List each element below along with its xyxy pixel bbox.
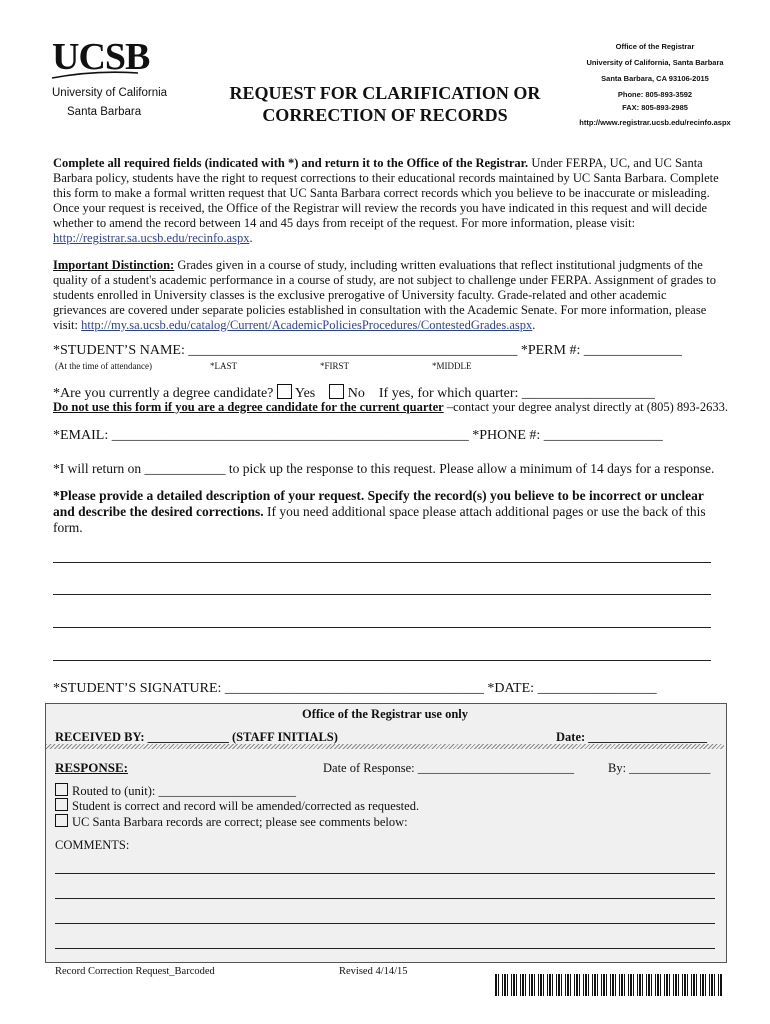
date-of-response-field[interactable]: Date of Response: _________________________ [323, 761, 575, 775]
signature-row [53, 681, 657, 697]
student-name-label: *STUDENT’S NAME: [53, 343, 189, 358]
attendance-note: (At the time of attendance) [55, 361, 152, 371]
signature-label: *STUDENT’S SIGNATURE: [53, 681, 225, 696]
office-university: University of California, Santa Barbara [586, 58, 724, 67]
footer-revised: Revised 4/14/15 [339, 966, 408, 977]
comments-line-4[interactable] [55, 948, 715, 949]
yes-label: Yes [294, 386, 316, 401]
intro-text: Under FERPA, UC, and UC Santa Barbara policy, students have the right to request corrections to their educational records maintained by UC Santa Barbara. Complete this form to make a formal written request that UC Santa Barbara correct records which you believe to be inaccurate or misleading. Once your request is received, the Office of the Registrar will review the records you have indicated in this request and will decide whether to amend the record between 14 and 45 days from receipt of the request. For more information, please visit: [53, 156, 719, 230]
office-address: Santa Barbara, CA 93106-2015 [601, 74, 709, 83]
no-label: No [347, 386, 365, 401]
description-line-3[interactable] [53, 627, 711, 628]
comments-line-3[interactable] [55, 923, 715, 924]
description-line-2[interactable] [53, 594, 711, 595]
office-use-title: Office of the Registrar use only [301, 707, 469, 721]
yes-checkbox[interactable] [277, 384, 292, 399]
student-correct-option [55, 798, 419, 814]
description-bold: *Please provide a detailed description of your request. Specify the record(s) you believe to be incorrect or unclear and describe the desired corrections. [53, 488, 704, 519]
signature-field[interactable]: _____________________________________ [224, 681, 484, 696]
office-url[interactable]: http://www.registrar.ucsb.edu/recinfo.aspx [579, 118, 731, 127]
routed-option [55, 783, 296, 799]
email-label: *EMAIL: [53, 428, 112, 443]
date-field[interactable]: _________________ [537, 681, 657, 696]
description-line-4[interactable] [53, 660, 711, 661]
ucsb-logo: UCSB [52, 36, 150, 78]
phone-field[interactable]: _________________ [543, 428, 663, 443]
email-row [53, 428, 663, 444]
description-rest: If you need additional space please attach additional pages or use the back of this form. [53, 504, 706, 535]
office-fax: FAX: 805-893-2985 [622, 103, 688, 112]
student-name-row [53, 343, 682, 359]
records-correct-label: UC Santa Barbara records are correct; please see comments below: [72, 815, 408, 829]
perm-label: *PERM #: [517, 343, 584, 358]
distinction-text: Grades given in a course of study, including written evaluations that reflect institutional judgments of the quality of a student's academic performance in a course of study, are not subject to challenge under FERPA. Assignment of grades to students enrolled in University classes is the exclusive prerogative of University faculty. Grade-related and other academic grievances are covered under separate policies established in consultation with the Academic Senate. For more information, please visit: [53, 258, 716, 332]
records-correct-option [55, 814, 408, 830]
office-divider [46, 744, 724, 749]
perm-field[interactable]: ______________ [583, 343, 682, 358]
student-correct-label: Student is correct and record will be amended/corrected as requested. [72, 799, 420, 813]
quarter-field[interactable]: If yes, for which quarter: ___________________ [378, 386, 655, 401]
description-instructions [53, 488, 721, 536]
phone-label: *PHONE #: [468, 428, 544, 443]
description-line-1[interactable] [53, 562, 711, 563]
student-correct-checkbox[interactable] [55, 798, 68, 811]
degree-warning-bold: Do not use this form if you are a degree candidate for the current quarter [53, 400, 444, 414]
recinfo-link[interactable]: http://registrar.sa.ucsb.edu/recinfo.aspx [53, 231, 250, 245]
student-name-field[interactable]: _______________________________________________ [188, 343, 518, 358]
response-label: RESPONSE: [55, 760, 128, 775]
university-campus: Santa Barbara [67, 106, 142, 118]
return-date-field[interactable]: *I will return on ____________ to pick up the response to this request. Please allow a minimum of 14 days for a response. [53, 461, 715, 476]
routed-checkbox[interactable] [55, 783, 68, 796]
intro-bold: Complete all required fields (indicated with *) and return it to the Office of the Registrar. [53, 156, 529, 170]
distinction-label: Important Distinction: [53, 258, 175, 272]
contested-grades-link[interactable]: http://my.sa.ucsb.edu/catalog/Current/AcademicPoliciesProcedures/ContestedGrades.aspx [81, 318, 533, 332]
barcode-icon [495, 974, 723, 996]
degree-question: *Are you currently a degree candidate? [53, 386, 274, 401]
received-date-field[interactable]: Date: ___________________ [556, 730, 708, 744]
response-by-field[interactable]: By: _____________ [608, 761, 711, 775]
university-name: University of California [52, 87, 168, 99]
received-by-field[interactable]: RECEIVED BY: _____________ (STAFF INITIALS) [55, 730, 338, 744]
first-name-caption: *FIRST [320, 361, 350, 371]
comments-label: COMMENTS: [55, 838, 130, 852]
office-phone: Phone: 805-893-3592 [617, 90, 693, 99]
comments-line-1[interactable] [55, 873, 715, 874]
form-title-line2: CORRECTION OF RECORDS [262, 105, 508, 125]
form-title-line1: REQUEST FOR CLARIFICATION OR [229, 83, 541, 103]
date-label: *DATE: [483, 681, 538, 696]
logo-swoosh-icon [50, 70, 140, 80]
intro-paragraph: Complete all required fields (indicated with *) and return it to the Office of the Registrar. Under FERPA, UC, and UC Santa Barbara policy, students have the right to request corrections to their educational records maintained by UC Santa Barbara. Complete this form to make a formal written request that UC Santa Barbara correct records which you believe to be inaccurate or misleading. Once your request is received, the Office of the Registrar will review the records you have indicated in this request and will decide whether to amend the record between 14 and 45 days from receipt of the request. For more information, please visit: http://registrar.sa.ucsb.edu/recinfo.aspx. [53, 156, 719, 245]
office-name: Office of the Registrar [615, 42, 695, 51]
comments-line-2[interactable] [55, 898, 715, 899]
middle-name-caption: *MIDDLE [432, 361, 472, 371]
routed-label: Routed to (unit): ______________________ [72, 784, 296, 798]
last-name-caption: *LAST [210, 361, 237, 371]
degree-warning-rest: –contact your degree analyst directly at (805) 893-2633. [443, 400, 728, 414]
footer-form-name: Record Correction Request_Barcoded [55, 966, 215, 977]
no-checkbox[interactable] [329, 384, 344, 399]
records-correct-checkbox[interactable] [55, 814, 68, 827]
degree-warning [53, 400, 728, 415]
email-field[interactable]: ___________________________________________________ [111, 428, 469, 443]
distinction-paragraph: Important Distinction: Grades given in a course of study, including written evaluations that reflect institutional judgments of the quality of a student's academic performance in a course of study, are not subject to challenge under FERPA. Assignment of grades to students enrolled in University classes is the exclusive prerogative of University faculty. Grade-related and other academic grievances are covered under separate policies established in consultation with the Academic Senate. For more information, please visit: http://my.sa.ucsb.edu/catalog/Current/AcademicPoliciesProcedures/ContestedGrades.aspx. [53, 258, 716, 332]
